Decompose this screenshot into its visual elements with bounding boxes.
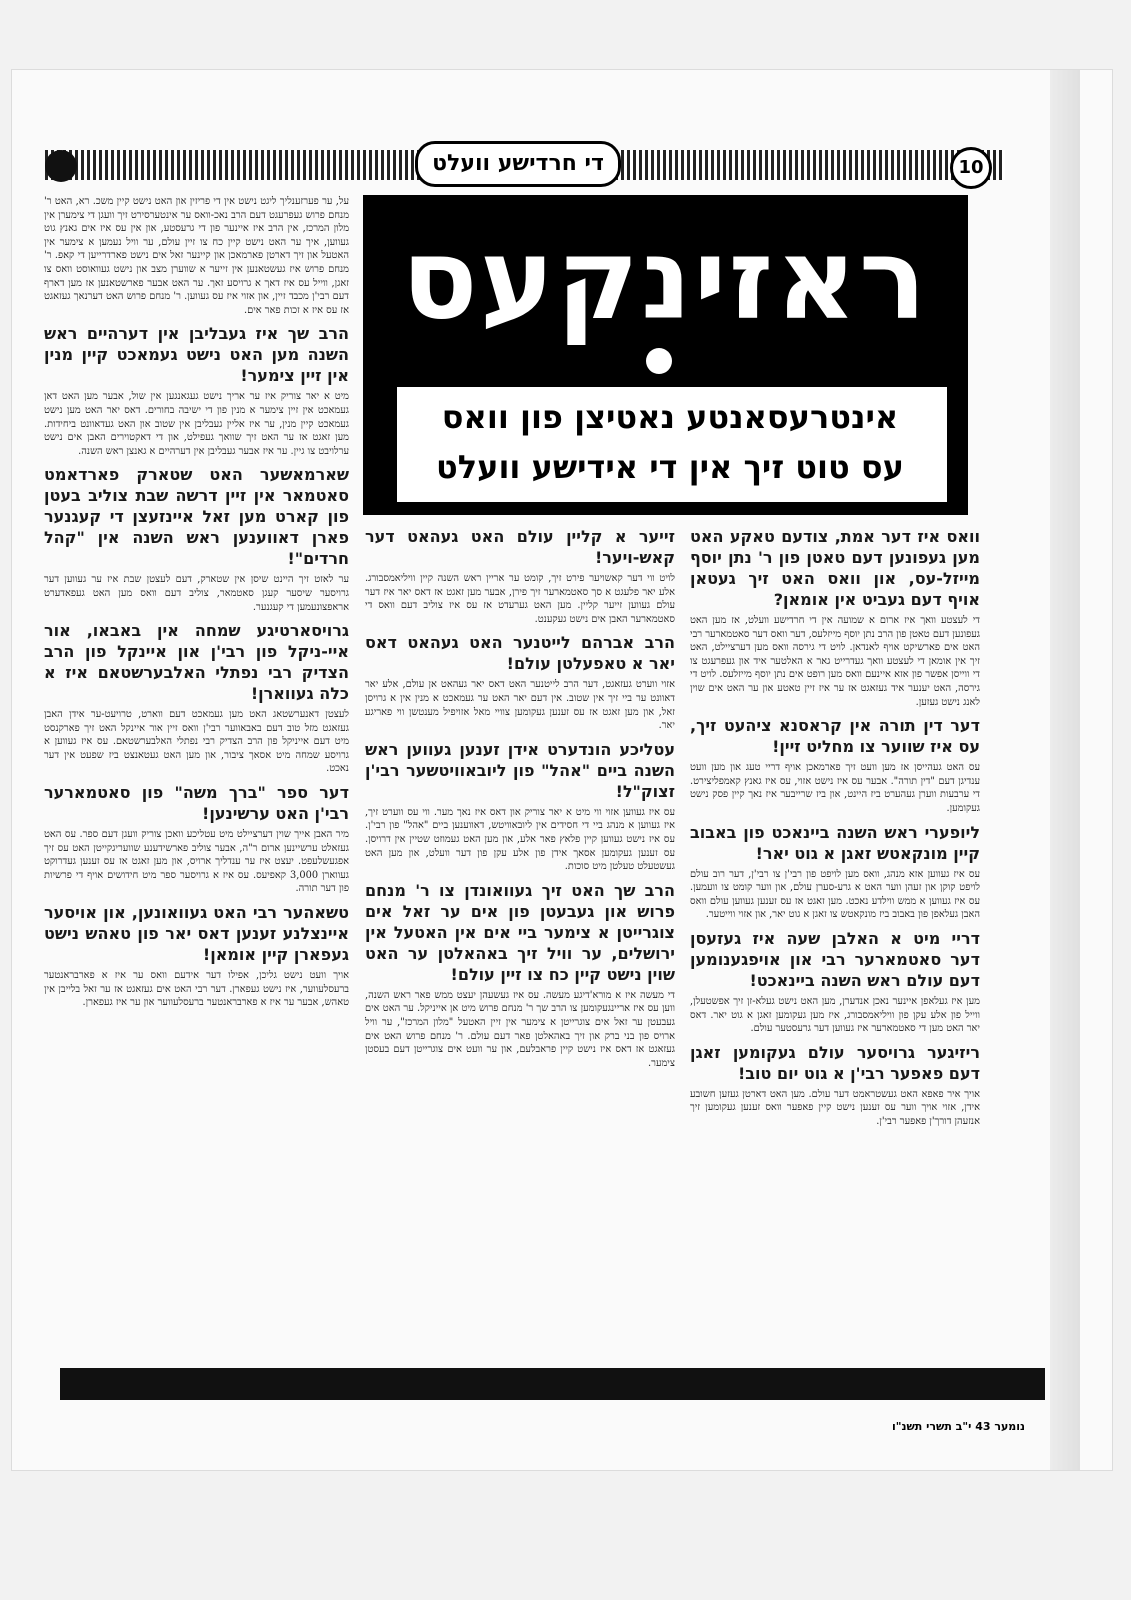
masthead-title: די חרדישע וועלט [415,141,621,187]
article-body: עס איז געווען אזא מנהג, וואס מען לויפט פון רבי'ן צו רבי'ן, דער רוב עולם לויפט קוקן און זעהן ווער האט א גרע-סערן עולם, און ווער קומט צו וועמען. עס איז געווען א ממש ווילדע נאכט. מען זאגט אז עס זענען געווען עולם וואס האבן געלאפן פון באבוב ביז מונקאטש צו זאגן א גוט יאר, און אזוי ווייטער. [690,868,980,921]
article-heading: הרב שך האט זיך געוואונדן צו ר' מנחם פרוש און געבעטן פון אים ער זאל אים צוגרייטן א צימער ביי אים אין האטעל אין ירושלים, ער וויל זיך באהאלטן ער האט שוין נישט קיין כח צו זיין עולם! [365,880,675,984]
article-body: מען איז געלאפן איינער נאכן אנדערן, מען האט נישט געלא-זן זיך אפשטעלן, ווייל פון אלע עקן פון וויליאמסבורג, איז מען געקומען זאגן א גוט יאר. דאס יאר האט מען די סאטמארער איז געווען דער גרעסטער עולם. [690,995,980,1035]
article-body: די מעשה איז א מורא'דיגע מעשה. עס איז געשעהן יעצט ממש פאר ראש השנה, ווען עס איז אריינגעקומען צו הרב שך ר' מנחם פרוש מיט אן אייניקל. ער האט אים געבעטן ער זאל אים צוגרייטן א צימער אין זיין האטעל "מלון המרכז", ער וויל ארויס פון בני ברק און זיך באהאלטן פאר דעם עולם. ר' מנחם פרוש האט אים געזאגט אז דאס איז נישט קיין פראבלעם, און ער וועט אים צוגרייטן דעם בעסטן צימער. [365,989,675,1069]
article-heading: ריזיגער גרויסער עולם געקומען זאגן דעם פאפער רבי'ן א גוט יום טוב! [690,1042,980,1083]
article-body: לויט ווי דער קאשויער פירט זיך, קומט ער אריין ראש השנה קיין וויליאמסבורג. אלע יאר פלעגט א סך סאטמארער זיך פירן, אבער מען זאגט אז דאס יאר איז דער עולם געווען זייער קליין. מען האט גערעדט אז עס איז צוליב דעם וואס די סאטמארער האבן אים נישט געקענט. [365,573,675,625]
article-heading: גרויסארטיגע שמחה אין באבאו, אור איי-ניקל פון רבי'ן און איינקל פון הרב הצדיק רבי נפתלי האלבערשטאם איז א כלה געווארן! [44,621,349,704]
article-body: אויך איר פאפא האט געשטראמט דער עולם. מען האט דארטן געזען חשובע אידן, אזוי אויך ווער עס זענען נישט קיין פאפער וואס זענען געקומען זיך אנזעהן דורך'ן פאפער רבי'ן. [690,1088,980,1127]
article-body: אזוי ווערט געזאגט, דער הרב לייטנער האט דאס יאר געהאט אן עולם, אלע יאר דאוונט ער ביי זיך אין שטוב. אין דעם יאר האט ער געמאכט א מנין אין א גרויסן זאל, און מען זאגט אז עס זענען געקומען צוויי מאל אזויפיל מענטשן ווי פאריגע יאר. [365,679,675,732]
article-heading: וואס איז דער אמת, צודעם טאקע האט מען געפונען דעם טאטן פון ר' נתן יוסף מייזל-עס, און וואס האט זיך געטאן אויף דעם געביט אין אומאן? [690,527,980,609]
article-body: די לעצטע וואך איז ארום א שמועה אין די חרדישע וועלט, אז מען האט געפונען דעם טאטן פון הרב נתן יוסף מייזלעס, דער וואס דער סאטמארער רבי האט אים פארשיקט אויף לאנדאן. לויט די גירסה וואס מען דערציילט, האט זיך אין אומאן די לעצטע וואך געדרייט גאר א האלטער איד און געפרעגט צו די ווייסן אפשר פון אזא איינעם וואס מען רופט אים נתן יוסף מייזלעס. לויט די גירסה, האט יענער איד געזאגט אז ער איז זיין טאטע און ער האט אים שוין לאנג נישט געזען. [690,615,980,708]
page-edge-shadow [1050,70,1080,1470]
article-heading: זייער א קליין עולם האט געהאט דער קאש-ויער! [365,527,675,567]
article-heading: עטליכע הונדערט אידן זענען געווען ראש השנה ביים "אהל" פון ליובאוויטשער רבי'ן זצוק"ל! [365,739,675,801]
article-body: עס איז געווען אזוי ווי מיט א יאר צוריק און דאס איז נאך מער. ווי עס ווערט זיך, איז געווען א מנהג ביי די חסידים אין ליובאוויטש, דאווענען ביים "אהל" פון רבי'ן. עס איז נישט געווען קיין פלאץ פאר אלע, און מען האט געמוזט שטיין אין דרויסן. עס זענען געקומען אסאך אידן פון אלע עקן פון דער וועלט, און מען האט געשטעלט טעלטן מיט סוכות. [365,806,675,873]
article-body: עס האט געהייסן אז מען וועט זיך פארמאכן אויף דריי טעג און מען וועט ענדיגן דעם "דין תורה". אבער עס איז נישט אזוי, עס איז גאנץ קאמפליצירט. די ערבעות ווערן געהערט ביז היינט, און ביז שרייבער איז נאך קיין פסק נישט געקומען. [690,762,980,814]
article-heading: דער ספר "ברך משה" פון סאטמארער רבי'ן האט ערשינען! [44,783,349,824]
left-column [44,195,349,1014]
page-number: 10 [950,147,992,189]
article-heading: הרב שך איז געבליבן אין דערהיים ראש השנה מען האט נישט געמאכט קיין מנין אין זיין צימער! [44,324,349,386]
article-heading: שארמאשער האט שטארק פארדאמט סאטמאר אין זיין דרשה שבת צוליב בעטן פון קארט מען זאל איינזעצן די קעגנער פארן דאווענען ראש השנה אין "קהל חרדים"! [44,465,349,569]
article-body: מיט א יאר צוריק איז ער אריך נישט געגאנגען אין שול, אבער מען האט דאן געמאכט אין זיין צימער א מנין פון די ישיבה בחורים. דאס יאר האט מען נישט געמאכט קיין מנין, ער איז אליין געבליבן אין שטוב און האט געדאוונט ביחידות. מען זאגט אז ער האט זיך שוואך געפילט, און די דאקטוירים האבן אים נישט ערלויבט צו גיין. ער איז אבער געבליבן אין דערהיים א גאנצן ראש השנה. [44,391,349,457]
subheadline [400,392,940,492]
headline-title: ראזינקעס [401,215,929,345]
article-body: ער לאזט זיך היינט שיסן אין שטארק, דעם לעצטן שבת איז ער געווען דער גרויסער שיסער קעגן סאטמאר, צוליב דעם וואס מען האט געפאדערט אראפצונעמען די קעגנער. [44,574,349,613]
article-heading: דריי מיט א האלבן שעה איז געזעסן דער סאטמארער רבי און אויפגענומען דעם עולם ראש השנה ביינאכט! [690,928,980,990]
left-intro-paragraph: על, ער פערזענליך ליגט נישט אין די פריזין און האט נישט קיין משכ. רא, האט ר' מנחם פרוש געפרעגט דעם הרב נאכ-וואס ער אינטערסירט זיך וועגן די צימערן אין מלון המרכז, אין הרב איז איינער פון די גרעסטע, און אין עס איז אים גאנץ גוט געווען, איך ער האט נישט קיין כח צו זיין עולם, ער וויל נעמען א צימער אין האטעל און זיך דארטן פארמאכן און קיינער זאל אים נישט פארדרייען די קאפ. ר' מנחם פרוש איז געשטאנען אין זייער א שווערן מצב און נישט געוואוסט וואס צו זאגן, ווייל עס איז דאך א גרויסע זאך. ער האט אבער פארשטאנען אז מען דארף דעם רבי'ן מכבד זיין, און אזוי איז עס געווען. ר' מנחם פרוש האט דערנאך געזאגט אז עס איז א זכות פאר אים. [44,196,349,316]
issue-footer: נומער 43 י"ב תשרי תשנ"ו [891,1420,1025,1433]
article-body: לעצטן דאנערשטאג האט מען געמאכט דעם ווארט, טרויעט-ער אידן האבן געזאגט מזל טוב דעם באבאווער רבי'ן וואס זיין אור איינקל האט זיך פארקנסט מיט דעם אייניקל פון הרב הצדיק רבי נפתלי האלבערשטאם. עס איז געווען א גרויסע שמחה מיט אסאך ציבור, און מען האט געטאנצט ביז שפעט אין דער נאכט. [44,709,349,775]
footer-bar [60,1368,1045,1400]
article-body: מיר האבן אייך שוין דערציילט מיט עטליכע וואכן צוריק וועגן דעם ספר. עס האט געזאלט ערשיינען ארום ר"ה, אבער צוליב פארשידענע שוועריגקייטן האט עס זיך אפגעשלעפט. יעצט איז ער ענדליך ארויס, און מען זאגט אז עס זענען געדרוקט געווארן 3,000 קאפיעס. עס איז א גרויסער ספר מיט חידושים אויף די פרשיות פון דער תורה. [44,829,349,895]
subheadline-line-1: אינטרעסאנטע נאטיצן פון וואס [441,398,899,436]
middle-column [365,520,675,1074]
right-column [690,520,980,1132]
header-dot-icon [45,150,77,182]
headline-dot-icon [646,348,672,374]
article-heading: הרב אברהם לייטנער האט געהאט דאס יאר א טאפעלטן עולם! [365,633,675,674]
subheadline-line-2: עס טוט זיך אין די אידישע וועלט [436,448,904,486]
article-body: אויך וועט נישט גליכן, אפילו דער אידעם וואס ער איז א פארבראנטער ברעסלעווער, איז נישט געפארן. דער רבי האט אים געזאגט אז ער זאל בלייבן אין טאהש, אבער ער איז א פארבראנטער ברעסלעווער און ער איז געפארן. [44,970,349,1009]
article-heading: דער דין תורה אין קראסנא ציהעט זיך, עס איז שווער צו מחליט זיין! [690,716,980,757]
article-heading: ליופערי ראש השנה ביינאכט פון באבוב קיין מונקאטש זאגן א גוט יאר! [690,822,980,863]
article-heading: טשאהער רבי האט געוואונען, און אויסער איינצלנע זענען דאס יאר פון טאהש נישט געפארן קיין אומאן! [44,903,349,965]
